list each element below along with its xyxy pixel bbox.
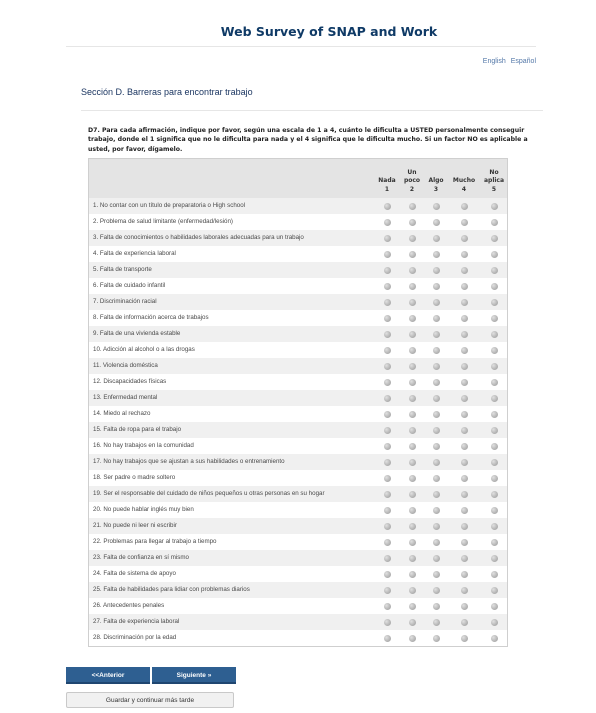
radio-option-5[interactable] — [491, 491, 498, 498]
scale-header-line: No — [489, 168, 499, 176]
radio-option-4[interactable] — [461, 523, 468, 530]
question-row-label: 1. No contar con un título de preparatoria o High school — [93, 202, 246, 209]
radio-option-4[interactable] — [461, 539, 468, 546]
radio-option-2[interactable] — [409, 523, 416, 530]
radio-option-3[interactable] — [433, 411, 440, 418]
question-row-label: 18. Ser padre o madre soltero — [93, 474, 176, 481]
question-row-label: 12. Discapacidades físicas — [93, 378, 167, 385]
question-row — [89, 214, 507, 230]
radio-option-5[interactable] — [491, 507, 498, 514]
question-row — [89, 358, 507, 374]
question-row-label: 3. Falta de conocimientos o habilidades laborales adecuadas para un trabajo — [93, 234, 304, 241]
scale-header-line: poco — [403, 177, 421, 184]
radio-option-2[interactable] — [409, 571, 416, 578]
radio-option-5[interactable] — [491, 347, 498, 354]
radio-option-3[interactable] — [433, 283, 440, 290]
radio-option-3[interactable] — [433, 315, 440, 322]
radio-option-3[interactable] — [433, 203, 440, 210]
radio-option-4[interactable] — [461, 347, 468, 354]
radio-option-1[interactable] — [384, 507, 391, 514]
radio-option-2[interactable] — [409, 363, 416, 370]
scale-header-line: Un — [407, 168, 417, 176]
question-row-label: 22. Problemas para llegar al trabajo a tiempo — [93, 538, 217, 545]
radio-option-2[interactable] — [409, 411, 416, 418]
question-row-label: 23. Falta de confianza en sí mismo — [93, 554, 189, 561]
radio-option-5[interactable] — [491, 395, 498, 402]
radio-option-2[interactable] — [409, 427, 416, 434]
radio-option-1[interactable] — [384, 219, 391, 226]
previous-button[interactable]: <<Anterior — [66, 667, 150, 684]
radio-option-4[interactable] — [461, 635, 468, 642]
radio-option-1[interactable] — [384, 427, 391, 434]
radio-option-2[interactable] — [409, 635, 416, 642]
question-row-label: 7. Discriminación racial — [93, 298, 157, 305]
radio-option-3[interactable] — [433, 587, 440, 594]
radio-option-2[interactable] — [409, 379, 416, 386]
question-row — [89, 566, 507, 582]
radio-option-4[interactable] — [461, 379, 468, 386]
scale-header-4 — [450, 177, 478, 194]
radio-option-3[interactable] — [433, 379, 440, 386]
radio-option-4[interactable] — [461, 331, 468, 338]
radio-option-1[interactable] — [384, 315, 391, 322]
question-row-label: 13. Enfermedad mental — [93, 394, 158, 401]
question-row — [89, 598, 507, 614]
scale-header-line: Mucho — [452, 177, 476, 184]
radio-option-3[interactable] — [433, 395, 440, 402]
question-row-label: 19. Ser el responsable del cuidado de niños pequeños u otras personas en su hogar — [93, 490, 325, 497]
question-row — [89, 534, 507, 550]
radio-option-4[interactable] — [461, 219, 468, 226]
language-link-english[interactable]: English — [482, 58, 506, 65]
question-row — [89, 278, 507, 294]
radio-option-3[interactable] — [433, 491, 440, 498]
radio-option-4[interactable] — [461, 491, 468, 498]
question-row-label: 27. Falta de experiencia laboral — [93, 618, 180, 625]
radio-option-2[interactable] — [409, 491, 416, 498]
question-row — [89, 454, 507, 470]
section-title: Sección D. Barreras para encontrar trabajo — [81, 87, 253, 97]
radio-option-1[interactable] — [384, 491, 391, 498]
radio-option-2[interactable] — [409, 619, 416, 626]
question-row — [89, 470, 507, 486]
radio-option-3[interactable] — [433, 523, 440, 530]
radio-option-5[interactable] — [491, 571, 498, 578]
radio-option-5[interactable] — [491, 523, 498, 530]
radio-option-4[interactable] — [461, 587, 468, 594]
radio-option-3[interactable] — [433, 475, 440, 482]
question-row-label: 8. Falta de información acerca de trabajos — [93, 314, 209, 321]
radio-option-5[interactable] — [491, 443, 498, 450]
scale-header-line: 5 — [491, 185, 497, 193]
radio-option-4[interactable] — [461, 475, 468, 482]
radio-option-2[interactable] — [409, 315, 416, 322]
question-row-label: 6. Falta de cuidado infantil — [93, 282, 166, 289]
radio-option-5[interactable] — [491, 587, 498, 594]
radio-option-1[interactable] — [384, 363, 391, 370]
radio-option-1[interactable] — [384, 555, 391, 562]
scale-header-line: aplica — [483, 177, 505, 184]
radio-option-3[interactable] — [433, 235, 440, 242]
radio-option-1[interactable] — [384, 203, 391, 210]
radio-option-1[interactable] — [384, 235, 391, 242]
radio-option-1[interactable] — [384, 603, 391, 610]
question-row — [89, 486, 507, 502]
language-link-espanol[interactable]: Español — [510, 58, 536, 65]
radio-option-3[interactable] — [433, 331, 440, 338]
question-row — [89, 246, 507, 262]
radio-option-2[interactable] — [409, 507, 416, 514]
radio-option-5[interactable] — [491, 603, 498, 610]
radio-option-4[interactable] — [461, 443, 468, 450]
radio-option-3[interactable] — [433, 539, 440, 546]
radio-option-2[interactable] — [409, 267, 416, 274]
question-row-label: 25. Falta de habilidades para lidiar con problemas diarios — [93, 586, 250, 593]
radio-option-3[interactable] — [433, 507, 440, 514]
radio-option-5[interactable] — [491, 619, 498, 626]
radio-option-1[interactable] — [384, 251, 391, 258]
language-switcher — [480, 58, 536, 65]
radio-option-5[interactable] — [491, 315, 498, 322]
radio-option-2[interactable] — [409, 395, 416, 402]
radio-option-2[interactable] — [409, 603, 416, 610]
radio-option-3[interactable] — [433, 635, 440, 642]
radio-option-3[interactable] — [433, 619, 440, 626]
question-row — [89, 550, 507, 566]
radio-option-4[interactable] — [461, 459, 468, 466]
radio-option-5[interactable] — [491, 411, 498, 418]
radio-option-4[interactable] — [461, 315, 468, 322]
rating-grid-header — [89, 159, 507, 198]
radio-option-3[interactable] — [433, 219, 440, 226]
question-row — [89, 294, 507, 310]
radio-option-5[interactable] — [491, 203, 498, 210]
radio-option-1[interactable] — [384, 347, 391, 354]
radio-option-5[interactable] — [491, 555, 498, 562]
question-row — [89, 630, 507, 646]
radio-option-4[interactable] — [461, 395, 468, 402]
radio-option-5[interactable] — [491, 379, 498, 386]
question-row-label: 9. Falta de una vivienda estable — [93, 330, 181, 337]
question-row-label: 15. Falta de ropa para el trabajo — [93, 426, 182, 433]
radio-option-2[interactable] — [409, 283, 416, 290]
radio-option-5[interactable] — [491, 635, 498, 642]
scale-header-line: 4 — [461, 185, 467, 193]
radio-option-3[interactable] — [433, 555, 440, 562]
radio-option-1[interactable] — [384, 331, 391, 338]
save-continue-later-button[interactable]: Guardar y continuar más tarde — [66, 692, 234, 708]
radio-option-1[interactable] — [384, 571, 391, 578]
radio-option-1[interactable] — [384, 459, 391, 466]
radio-option-3[interactable] — [433, 459, 440, 466]
radio-option-1[interactable] — [384, 283, 391, 290]
question-row-label: 21. No puede ni leer ni escribir — [93, 522, 177, 529]
question-row — [89, 230, 507, 246]
radio-option-4[interactable] — [461, 619, 468, 626]
question-row — [89, 262, 507, 278]
radio-option-1[interactable] — [384, 587, 391, 594]
radio-option-4[interactable] — [461, 283, 468, 290]
scale-header-3 — [422, 177, 450, 194]
radio-option-3[interactable] — [433, 427, 440, 434]
radio-option-4[interactable] — [461, 411, 468, 418]
radio-option-4[interactable] — [461, 363, 468, 370]
radio-option-4[interactable] — [461, 235, 468, 242]
question-row-label: 17. No hay trabajos que se ajustan a sus habilidades o entrenamiento — [93, 458, 285, 465]
question-row-label: 2. Problema de salud limitante (enfermedad/lesión) — [93, 218, 233, 225]
page-title: Web Survey of SNAP and Work — [220, 24, 438, 39]
radio-option-4[interactable] — [461, 555, 468, 562]
question-row-label: 26. Antecedentes penales — [93, 602, 165, 609]
question-row — [89, 198, 507, 214]
radio-option-3[interactable] — [433, 299, 440, 306]
scale-header-line: 3 — [433, 185, 439, 193]
radio-option-2[interactable] — [409, 443, 416, 450]
radio-option-1[interactable] — [384, 395, 391, 402]
radio-option-2[interactable] — [409, 331, 416, 338]
radio-option-5[interactable] — [491, 235, 498, 242]
scale-header-5 — [480, 169, 508, 195]
radio-option-2[interactable] — [409, 347, 416, 354]
radio-option-4[interactable] — [461, 603, 468, 610]
radio-option-4[interactable] — [461, 299, 468, 306]
radio-option-1[interactable] — [384, 475, 391, 482]
radio-option-2[interactable] — [409, 475, 416, 482]
radio-option-4[interactable] — [461, 251, 468, 258]
radio-option-1[interactable] — [384, 635, 391, 642]
question-row — [89, 502, 507, 518]
radio-option-5[interactable] — [491, 331, 498, 338]
radio-option-5[interactable] — [491, 475, 498, 482]
question-row — [89, 422, 507, 438]
header-divider — [66, 46, 536, 47]
rating-grid — [88, 158, 508, 647]
next-button[interactable]: Siguiente » — [152, 667, 236, 684]
radio-option-2[interactable] — [409, 587, 416, 594]
radio-option-2[interactable] — [409, 251, 416, 258]
scale-header-line: Algo — [428, 177, 444, 184]
scale-header-1 — [373, 177, 401, 194]
question-row-label: 4. Falta de experiencia laboral — [93, 250, 176, 257]
scale-header-line: Nada — [378, 177, 396, 184]
question-row-label: 24. Falta de sistema de apoyo — [93, 570, 176, 577]
question-text: D7. Para cada afirmación, indique por favor, según una escala de 1 a 4, cuánto le dificulta a USTED personalmente conseguir trabajo, donde el 1 significa que no le dificulta para nada y el 4 significa que le dificulta mucho. Si un factor NO es aplicable a usted, por favor, dígamelo. — [88, 127, 528, 153]
question-row-label: 14. Miedo al rechazo — [93, 410, 151, 417]
radio-option-2[interactable] — [409, 539, 416, 546]
question-row — [89, 310, 507, 326]
radio-option-4[interactable] — [461, 571, 468, 578]
question-row — [89, 438, 507, 454]
radio-option-5[interactable] — [491, 427, 498, 434]
radio-option-5[interactable] — [491, 299, 498, 306]
radio-option-3[interactable] — [433, 603, 440, 610]
radio-option-1[interactable] — [384, 443, 391, 450]
scale-header-line: 1 — [384, 185, 390, 193]
radio-option-1[interactable] — [384, 267, 391, 274]
question-row-label: 20. No puede hablar inglés muy bien — [93, 506, 194, 513]
radio-option-4[interactable] — [461, 267, 468, 274]
radio-option-1[interactable] — [384, 619, 391, 626]
radio-option-2[interactable] — [409, 459, 416, 466]
radio-option-3[interactable] — [433, 267, 440, 274]
question-row — [89, 406, 507, 422]
question-row-label: 11. Violencia doméstica — [93, 362, 158, 369]
radio-option-5[interactable] — [491, 283, 498, 290]
radio-option-3[interactable] — [433, 251, 440, 258]
radio-option-5[interactable] — [491, 267, 498, 274]
question-row — [89, 326, 507, 342]
question-row — [89, 582, 507, 598]
radio-option-5[interactable] — [491, 251, 498, 258]
radio-option-2[interactable] — [409, 555, 416, 562]
radio-option-3[interactable] — [433, 347, 440, 354]
question-row-label: 28. Discriminación por la edad — [93, 634, 177, 641]
radio-option-1[interactable] — [384, 299, 391, 306]
question-row-label: 10. Adicción al alcohol o a las drogas — [93, 346, 195, 353]
radio-option-1[interactable] — [384, 539, 391, 546]
question-row-label: 16. No hay trabajos en la comunidad — [93, 442, 194, 449]
scale-header-line: 2 — [409, 185, 415, 193]
radio-option-1[interactable] — [384, 411, 391, 418]
question-row — [89, 374, 507, 390]
radio-option-5[interactable] — [491, 539, 498, 546]
radio-option-1[interactable] — [384, 379, 391, 386]
radio-option-4[interactable] — [461, 427, 468, 434]
radio-option-3[interactable] — [433, 571, 440, 578]
question-row — [89, 342, 507, 358]
question-row — [89, 614, 507, 630]
question-row-label: 5. Falta de transporte — [93, 266, 152, 273]
radio-option-2[interactable] — [409, 235, 416, 242]
radio-option-3[interactable] — [433, 363, 440, 370]
radio-option-3[interactable] — [433, 443, 440, 450]
section-divider — [81, 110, 543, 111]
radio-option-2[interactable] — [409, 203, 416, 210]
question-row — [89, 518, 507, 534]
radio-option-4[interactable] — [461, 203, 468, 210]
radio-option-1[interactable] — [384, 523, 391, 530]
radio-option-5[interactable] — [491, 363, 498, 370]
radio-option-4[interactable] — [461, 507, 468, 514]
question-row — [89, 390, 507, 406]
radio-option-5[interactable] — [491, 459, 498, 466]
radio-option-2[interactable] — [409, 219, 416, 226]
radio-option-5[interactable] — [491, 219, 498, 226]
radio-option-2[interactable] — [409, 299, 416, 306]
